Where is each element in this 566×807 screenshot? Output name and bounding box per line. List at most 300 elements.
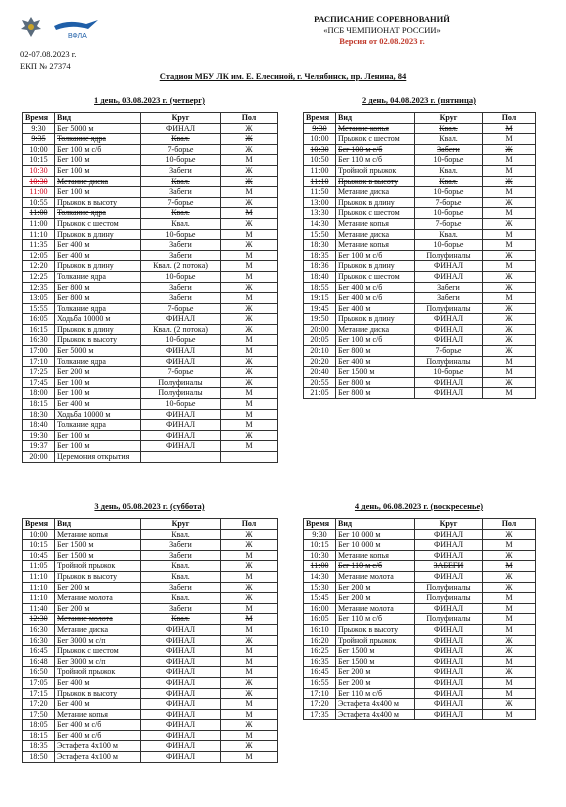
cell-sex: Ж — [221, 240, 278, 251]
cell-time: 10:55 — [23, 197, 55, 208]
cell-sex: М — [221, 335, 278, 346]
table-row — [304, 540, 536, 551]
table-row — [23, 123, 278, 134]
cell-time: 11:00 — [304, 165, 336, 176]
table-row — [23, 176, 278, 187]
cell-time: 16:48 — [23, 656, 55, 667]
cell-time: 10:00 — [23, 144, 55, 155]
cell-round: ЗАБЕГИ — [415, 561, 483, 572]
cell-round: ФИНАЛ — [141, 699, 221, 710]
cell-sex: М — [221, 550, 278, 561]
cell-sex: Ж — [221, 176, 278, 187]
cell-event: Бег 110 м с/б — [336, 614, 415, 625]
table-row — [304, 603, 536, 614]
schedule-table-day-2 — [303, 112, 536, 399]
cell-sex: М — [483, 561, 536, 572]
table-row — [304, 709, 536, 720]
cell-sex: Ж — [221, 367, 278, 378]
cell-time: 11:05 — [23, 561, 55, 572]
cell-time: 17:15 — [23, 688, 55, 699]
meta-block — [20, 48, 76, 72]
table-row — [23, 197, 278, 208]
cell-sex: Ж — [483, 635, 536, 646]
cell-round: Забеги — [141, 293, 221, 304]
cell-round: ФИНАЛ — [415, 667, 483, 678]
table-row — [23, 635, 278, 646]
header-round: Круг — [415, 113, 483, 124]
cell-sex: Ж — [221, 197, 278, 208]
cell-time: 11:00 — [304, 561, 336, 572]
table-row — [23, 271, 278, 282]
cell-event: Тройной прыжок — [55, 667, 141, 678]
cell-event: Эстафета 4х100 м — [55, 752, 141, 763]
cell-event: Бег 110 м с/б — [336, 561, 415, 572]
cell-round: ФИНАЛ — [141, 123, 221, 134]
cell-round: Квал. — [141, 218, 221, 229]
cell-sex: М — [221, 399, 278, 410]
cell-round: ФИНАЛ — [415, 688, 483, 699]
cell-sex: М — [483, 603, 536, 614]
cell-event: Прыжок в высоту — [55, 197, 141, 208]
cell-round: 7-борье — [141, 367, 221, 378]
table-row — [23, 293, 278, 304]
table-row — [23, 752, 278, 763]
cell-round: Квал. — [141, 561, 221, 572]
cell-sex: М — [221, 271, 278, 282]
cell-event: Бег 400 м — [55, 240, 141, 251]
cell-sex: Ж — [483, 646, 536, 657]
cell-sex: Ж — [483, 250, 536, 261]
cell-sex: Ж — [483, 582, 536, 593]
cell-time: 11:10 — [23, 229, 55, 240]
cell-event: Бег 200 м — [55, 367, 141, 378]
table-header-row — [23, 519, 278, 530]
cell-time: 16:05 — [304, 614, 336, 625]
cell-sex: Ж — [221, 218, 278, 229]
schedule-table-day-4 — [303, 518, 536, 720]
cell-time: 14:30 — [304, 218, 336, 229]
table-row — [23, 144, 278, 155]
table-row — [23, 250, 278, 261]
cell-sex: М — [483, 240, 536, 251]
cell-event: Толкание ядра — [55, 356, 141, 367]
table-row — [304, 134, 536, 145]
cell-time: 18:00 — [23, 388, 55, 399]
cell-time: 12:05 — [23, 250, 55, 261]
cell-event: Прыжок в высоту — [336, 624, 415, 635]
table-header-row — [23, 113, 278, 124]
table-row — [304, 593, 536, 604]
cell-time: 18:15 — [23, 399, 55, 410]
header-sex: Пол — [221, 519, 278, 530]
cell-event: Прыжок с шестом — [336, 134, 415, 145]
cell-round: 10-борье — [141, 271, 221, 282]
cell-event: Бег 1500 м — [336, 656, 415, 667]
cell-sex: Ж — [221, 144, 278, 155]
cell-event: Прыжок с шестом — [336, 208, 415, 219]
cell-time: 18:40 — [23, 420, 55, 431]
cell-sex: Ж — [221, 635, 278, 646]
table-row — [304, 377, 536, 388]
cell-round: Квал. — [141, 614, 221, 625]
cell-time: 20:55 — [304, 377, 336, 388]
cell-round: ФИНАЛ — [415, 624, 483, 635]
eagle-emblem-icon — [18, 14, 44, 40]
cell-round: ФИНАЛ — [141, 667, 221, 678]
cell-time: 10:15 — [23, 540, 55, 551]
cell-event: Бег 400 м с/б — [55, 720, 141, 731]
header-round: Круг — [141, 113, 221, 124]
cell-sex: Ж — [483, 529, 536, 540]
table-row — [304, 187, 536, 198]
cell-sex: М — [221, 656, 278, 667]
ekp-number: ЕКП № 27374 — [20, 61, 71, 71]
cell-sex: Ж — [221, 123, 278, 134]
cell-round: 10-борье — [415, 187, 483, 198]
cell-time: 16:35 — [304, 656, 336, 667]
cell-round: Полуфиналы — [415, 356, 483, 367]
cell-time: 17:20 — [304, 699, 336, 710]
cell-time: 17:45 — [23, 377, 55, 388]
cell-event: Бег 5000 м — [55, 123, 141, 134]
cell-round: Квал. — [141, 529, 221, 540]
cell-event: Бег 1500 м — [336, 646, 415, 657]
cell-sex: Ж — [483, 699, 536, 710]
cell-time: 11:10 — [23, 582, 55, 593]
cell-event: Бег 200 м — [336, 582, 415, 593]
day-4-title: 4 день, 06.08.2023 г. (воскресенье) — [354, 501, 484, 511]
header-event: Вид — [55, 113, 141, 124]
cell-round: Полуфиналы — [141, 377, 221, 388]
cell-event: Бег 400 м с/б — [55, 730, 141, 741]
table-row — [23, 603, 278, 614]
table-row — [23, 388, 278, 399]
table-row — [23, 709, 278, 720]
cell-round: Забеги — [141, 250, 221, 261]
cell-sex: Ж — [221, 561, 278, 572]
cell-time: 18:15 — [23, 730, 55, 741]
cell-event: Бег 800 м — [336, 388, 415, 399]
cell-sex: М — [221, 571, 278, 582]
table-row — [23, 229, 278, 240]
table-row — [23, 165, 278, 176]
cell-sex: Ж — [221, 593, 278, 604]
cell-sex: М — [483, 367, 536, 378]
cell-event: Бег 10 000 м — [336, 540, 415, 551]
cell-sex: Ж — [483, 550, 536, 561]
table-row — [304, 250, 536, 261]
cell-time: 15:50 — [304, 229, 336, 240]
cell-sex: М — [483, 293, 536, 304]
table-row — [304, 582, 536, 593]
cell-event: Бег 100 м — [55, 377, 141, 388]
cell-round: ФИНАЛ — [141, 430, 221, 441]
cell-event: Толкание ядра — [55, 208, 141, 219]
table-row — [304, 667, 536, 678]
cell-event: Бег 5000 м — [55, 346, 141, 357]
cell-time: 11:00 — [23, 208, 55, 219]
cell-round: Забеги — [141, 550, 221, 561]
cell-event: Метание копья — [336, 240, 415, 251]
cell-event: Бег 400 м — [55, 250, 141, 261]
cell-sex: Ж — [221, 134, 278, 145]
cell-event: Бег 400 м — [55, 677, 141, 688]
cell-time: 16:50 — [23, 667, 55, 678]
cell-sex: М — [221, 293, 278, 304]
cell-time: 9:30 — [304, 529, 336, 540]
header-round: Круг — [415, 519, 483, 530]
cell-round: 7-борье — [141, 303, 221, 314]
cell-round: Полуфиналы — [415, 582, 483, 593]
cell-round: ФИНАЛ — [415, 271, 483, 282]
table-row — [23, 240, 278, 251]
cell-round: 7-борье — [141, 144, 221, 155]
cell-round: ФИНАЛ — [415, 540, 483, 551]
cell-sex: М — [483, 593, 536, 604]
cell-time: 17:20 — [23, 699, 55, 710]
cell-time: 10:15 — [23, 155, 55, 166]
cell-event: Бег 400 м — [336, 356, 415, 367]
cell-round: ФИНАЛ — [415, 550, 483, 561]
cell-sex: М — [221, 261, 278, 272]
vfla-logo — [52, 18, 100, 40]
table-row — [304, 240, 536, 251]
table-row — [304, 646, 536, 657]
cell-time: 17:35 — [304, 709, 336, 720]
table-row — [23, 646, 278, 657]
table-row — [23, 452, 278, 463]
table-row — [304, 529, 536, 540]
cell-sex: М — [221, 346, 278, 357]
cell-time: 11:40 — [23, 603, 55, 614]
table-row — [23, 335, 278, 346]
cell-round: ФИНАЛ — [415, 677, 483, 688]
cell-sex: Ж — [483, 335, 536, 346]
cell-time: 18:35 — [23, 741, 55, 752]
cell-round: Квал. — [141, 134, 221, 145]
cell-round: ФИНАЛ — [141, 356, 221, 367]
cell-sex: М — [483, 624, 536, 635]
table-row — [304, 218, 536, 229]
page-subtitle: «ПСБ ЧЕМПИОНАТ РОССИИ» — [323, 25, 441, 35]
cell-round: 10-борье — [141, 399, 221, 410]
table-row — [23, 571, 278, 582]
cell-time: 18:40 — [304, 271, 336, 282]
cell-time: 16:30 — [23, 624, 55, 635]
cell-round: 10-борье — [415, 155, 483, 166]
cell-event: Бег 200 м — [55, 603, 141, 614]
schedule-table-day-1 — [22, 112, 278, 463]
cell-round: Забеги — [141, 603, 221, 614]
logos — [18, 14, 98, 42]
table-row — [23, 593, 278, 604]
cell-round: ФИНАЛ — [141, 688, 221, 699]
table-row — [304, 571, 536, 582]
table-row — [304, 144, 536, 155]
table-row — [304, 367, 536, 378]
table-row — [23, 399, 278, 410]
cell-round: Забеги — [141, 540, 221, 551]
cell-round: Квал. — [415, 176, 483, 187]
cell-event: Метание молота — [55, 614, 141, 625]
table-row — [23, 741, 278, 752]
cell-time: 20:10 — [304, 346, 336, 357]
cell-round: Полуфиналы — [415, 250, 483, 261]
cell-time: 18:36 — [304, 261, 336, 272]
cell-round: ФИНАЛ — [415, 635, 483, 646]
cell-time: 17:10 — [304, 688, 336, 699]
cell-event: Метание копья — [336, 123, 415, 134]
table-row — [23, 582, 278, 593]
cell-event: Прыжок в высоту — [55, 571, 141, 582]
table-header-row — [304, 113, 536, 124]
cell-round: Забеги — [415, 293, 483, 304]
cell-round: Квал. — [415, 229, 483, 240]
cell-sex: М — [221, 388, 278, 399]
cell-round: ФИНАЛ — [141, 709, 221, 720]
cell-round: Забеги — [141, 582, 221, 593]
table-row — [23, 282, 278, 293]
table-row — [304, 314, 536, 325]
cell-round: 10-борье — [141, 335, 221, 346]
table-row — [23, 667, 278, 678]
cell-time: 19:30 — [23, 430, 55, 441]
cell-event: Бег 110 м с/б — [336, 155, 415, 166]
cell-sex: Ж — [221, 677, 278, 688]
day-3-title: 3 день, 05.08.2023 г. (суббота) — [94, 501, 205, 511]
cell-sex: М — [483, 388, 536, 399]
cell-event: Бег 100 м — [55, 187, 141, 198]
cell-sex: Ж — [483, 324, 536, 335]
table-row — [304, 677, 536, 688]
cell-sex — [221, 452, 278, 463]
cell-event: Бег 100 м — [55, 388, 141, 399]
cell-round: ФИНАЛ — [415, 699, 483, 710]
table-row — [23, 208, 278, 219]
cell-event: Бег 200 м — [336, 667, 415, 678]
table-row — [23, 314, 278, 325]
table-row — [304, 699, 536, 710]
cell-event: Метание копья — [336, 550, 415, 561]
cell-event: Бег 800 м — [55, 293, 141, 304]
cell-event: Бег 1500 м — [55, 550, 141, 561]
table-row — [23, 303, 278, 314]
cell-event: Бег 1500 м — [336, 367, 415, 378]
header-time: Время — [23, 113, 55, 124]
cell-round: Полуфиналы — [415, 303, 483, 314]
cell-event: Прыжок в длину — [55, 229, 141, 240]
cell-event: Бег 1500 м — [55, 540, 141, 551]
cell-sex: Ж — [221, 356, 278, 367]
cell-round: ФИНАЛ — [415, 261, 483, 272]
cell-time: 10:50 — [304, 155, 336, 166]
cell-event: Прыжок с шестом — [55, 218, 141, 229]
cell-event: Толкание ядра — [55, 303, 141, 314]
cell-round: Забеги — [141, 240, 221, 251]
cell-time: 16:45 — [23, 646, 55, 657]
cell-round: Квал. — [141, 176, 221, 187]
cell-event: Бег 100 м с/б — [55, 144, 141, 155]
cell-time: 13:05 — [23, 293, 55, 304]
competition-dates: 02-07.08.2023 г. — [20, 49, 77, 59]
cell-event: Метание молота — [55, 593, 141, 604]
cell-time: 11:50 — [304, 187, 336, 198]
cell-sex: М — [221, 409, 278, 420]
cell-time: 15:55 — [23, 303, 55, 314]
header-event: Вид — [336, 113, 415, 124]
table-row — [304, 346, 536, 357]
table-row — [23, 688, 278, 699]
table-row — [304, 561, 536, 572]
cell-time: 13:30 — [304, 208, 336, 219]
cell-event: Бег 800 м — [336, 346, 415, 357]
cell-sex: Ж — [483, 571, 536, 582]
table-row — [304, 614, 536, 625]
cell-time: 11:00 — [23, 187, 55, 198]
cell-time: 12:20 — [23, 261, 55, 272]
cell-event: Бег 100 м с/б — [336, 250, 415, 261]
cell-round: 7-борье — [415, 197, 483, 208]
cell-time: 17:10 — [23, 356, 55, 367]
table-row — [304, 550, 536, 561]
cell-sex: Ж — [483, 176, 536, 187]
cell-event: Бег 100 м — [55, 441, 141, 452]
cell-sex: М — [483, 155, 536, 166]
cell-event: Прыжок в высоту — [55, 688, 141, 699]
cell-sex: Ж — [483, 218, 536, 229]
cell-time: 13:00 — [304, 197, 336, 208]
table-row — [304, 624, 536, 635]
table-row — [23, 187, 278, 198]
cell-time: 14:30 — [304, 571, 336, 582]
cell-sex: М — [483, 123, 536, 134]
cell-event: Ходьба 10000 м — [55, 409, 141, 420]
cell-time: 17:00 — [23, 346, 55, 357]
cell-time: 18:30 — [304, 240, 336, 251]
table-row — [304, 271, 536, 282]
table-row — [23, 529, 278, 540]
cell-event: Толкание ядра — [55, 420, 141, 431]
cell-sex: М — [221, 229, 278, 240]
cell-time: 20:05 — [304, 335, 336, 346]
cell-time: 11:00 — [23, 218, 55, 229]
cell-time: 15:45 — [304, 593, 336, 604]
header-time: Время — [304, 113, 336, 124]
table-row — [304, 208, 536, 219]
cell-round: 10-борье — [141, 155, 221, 166]
table-row — [23, 367, 278, 378]
table-row — [304, 176, 536, 187]
cell-sex: Ж — [483, 282, 536, 293]
cell-sex: М — [221, 730, 278, 741]
cell-sex: Ж — [483, 197, 536, 208]
cell-event: Ходьба 10000 м — [55, 314, 141, 325]
cell-event: Метание диска — [336, 324, 415, 335]
cell-time: 10:30 — [23, 176, 55, 187]
cell-sex: Ж — [221, 720, 278, 731]
table-row — [23, 134, 278, 145]
cell-time: 19:15 — [304, 293, 336, 304]
vfla-logo-text: ВФЛА — [68, 33, 87, 40]
cell-round: ФИНАЛ — [141, 656, 221, 667]
cell-sex: М — [221, 441, 278, 452]
cell-sex: М — [221, 667, 278, 678]
table-row — [23, 346, 278, 357]
cell-sex: М — [483, 656, 536, 667]
table-row — [304, 123, 536, 134]
table-row — [23, 356, 278, 367]
cell-round: 10-борье — [415, 240, 483, 251]
